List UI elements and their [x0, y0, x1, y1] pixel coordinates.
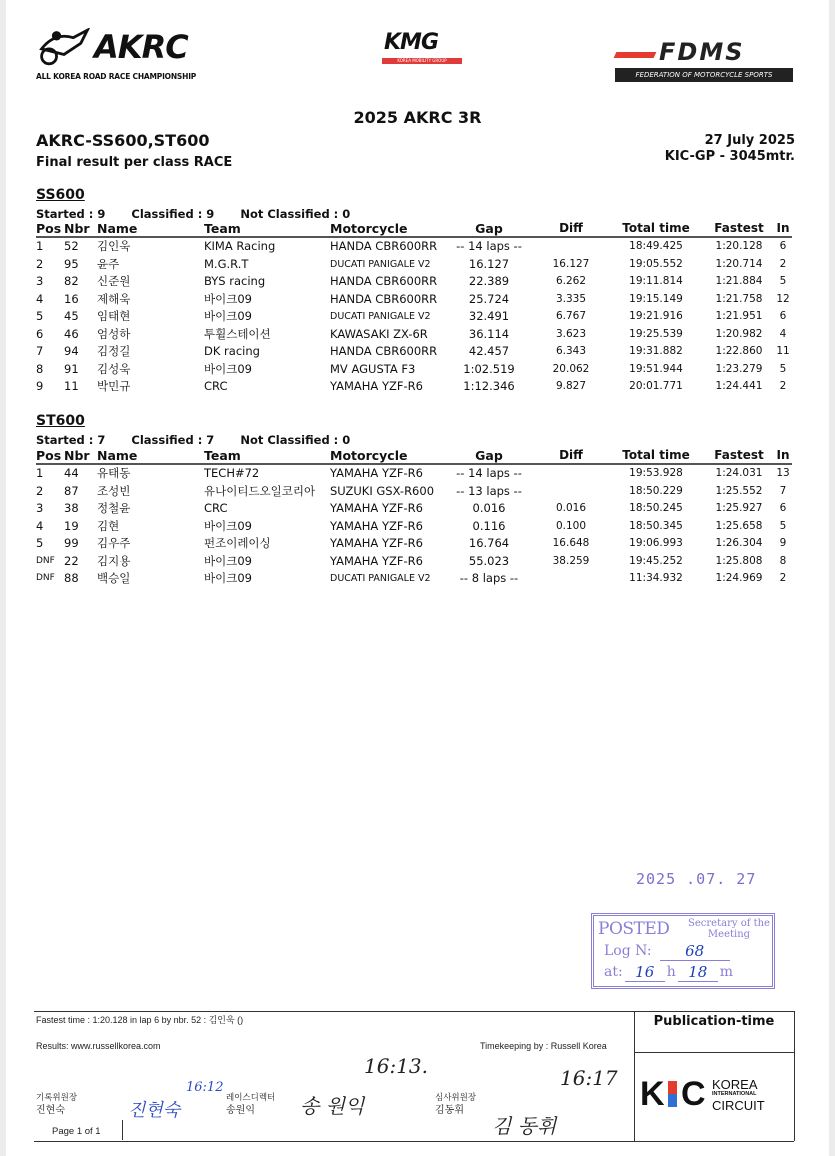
col-fastest: Fastest: [714, 448, 764, 462]
cell-team: CRC: [204, 379, 228, 393]
cell-diff: 3.623: [555, 327, 587, 340]
cell-team: 유나이티드오일코리아: [204, 483, 316, 498]
posted-at-label: at:: [604, 964, 623, 980]
publication-time-label: Publication-time: [653, 1014, 775, 1029]
cell-diff: 3.335: [555, 292, 587, 305]
cell-fastest: 1:20.128: [715, 240, 763, 252]
classified-count: Classified : 7: [131, 433, 215, 447]
col-total-time: Total time: [622, 448, 690, 462]
cell-name: 김현: [97, 518, 120, 533]
cell-gap: -- 13 laps --: [456, 483, 522, 498]
col-pos: Pos: [36, 221, 62, 236]
cell-team: BYS racing: [204, 274, 266, 288]
cell-name: 유태동: [97, 466, 131, 480]
cell-fastest: 1:20.982: [715, 327, 763, 340]
table-row: [36, 378, 792, 396]
cell-name: 정철윤: [97, 501, 131, 515]
posted-log-value: 68: [660, 942, 730, 961]
cell-diff: 0.016: [555, 502, 587, 514]
cell-team: M.G.R.T: [204, 256, 249, 271]
official-role-steward: 심사위원장: [435, 1093, 477, 1103]
section-title-st600: ST600: [36, 413, 85, 429]
kic-logo-c: C: [681, 1075, 706, 1113]
cell-in: 4: [779, 327, 787, 340]
table-row: [36, 308, 792, 326]
cell-name: 김지용: [97, 553, 131, 568]
cell-name: 김인욱: [97, 239, 131, 253]
col-name: Name: [97, 221, 138, 236]
cell-total-time: 19:06.993: [629, 537, 683, 549]
cell-diff: 38.259: [552, 554, 590, 567]
cell-pos: 2: [36, 256, 44, 271]
cell-team: 바이크09: [204, 361, 252, 376]
table-row: [36, 553, 792, 571]
col-nbr: Nbr: [64, 221, 90, 236]
cell-nbr: 88: [64, 571, 79, 585]
cell-nbr: 52: [64, 239, 79, 253]
cell-name: 김정길: [97, 344, 131, 358]
official-role-records: 기록위원장: [36, 1093, 78, 1103]
cell-nbr: 94: [64, 344, 79, 358]
cell-nbr: 91: [64, 361, 79, 376]
cell-name: 김성욱: [97, 361, 131, 376]
col-in: In: [776, 448, 790, 462]
cell-motorcycle: HANDA CBR600RR: [330, 274, 438, 288]
cell-nbr: 45: [64, 309, 79, 323]
cell-name: 신준원: [97, 274, 131, 288]
official-name-steward: 김동휘: [435, 1105, 464, 1116]
table-row: [36, 570, 792, 588]
cell-gap: 42.457: [468, 344, 510, 358]
kic-logo: [640, 1074, 790, 1118]
signature-steward: 김 동휘: [492, 1114, 557, 1138]
cell-name: 윤주: [97, 256, 120, 271]
cell-in: 6: [779, 240, 787, 252]
cell-pos: 5: [36, 536, 44, 550]
posted-secretary: Secretary of the Meeting: [688, 918, 770, 940]
cell-motorcycle: YAMAHA YZF-R6: [330, 553, 423, 568]
col-total-time: Total time: [622, 221, 690, 235]
table-body: [36, 465, 792, 588]
akrc-logo: [36, 28, 221, 84]
cell-gap: 1:12.346: [463, 379, 515, 393]
fastest-time-note: Fastest time : 1:20.128 in lap 6 by nbr. 52 : 김인욱 (): [36, 1015, 244, 1025]
cell-nbr: 38: [64, 501, 79, 515]
fdms-red-stripe: [614, 52, 657, 58]
footer-bottom-rule: [34, 1141, 794, 1142]
section-stats-ss600: [36, 208, 372, 221]
page-edge-left: [0, 0, 6, 1156]
cell-pos: 2: [36, 483, 44, 498]
col-gap: Gap: [475, 448, 503, 463]
kic-circuit: CIRCUIT: [712, 1097, 765, 1113]
cell-gap: 25.724: [468, 291, 510, 306]
cell-fastest: 1:24.031: [715, 467, 763, 479]
not-classified-count: Not Classified : 0: [240, 433, 351, 447]
cell-team: KIMA Racing: [204, 239, 276, 253]
col-motorcycle: Motorcycle: [330, 448, 408, 463]
cell-total-time: 19:15.149: [629, 292, 683, 305]
posted-minute-value: 18: [678, 963, 718, 982]
cell-motorcycle: YAMAHA YZF-R6: [330, 466, 423, 480]
cell-gap: 0.116: [472, 518, 506, 533]
cell-name: 박민규: [97, 379, 131, 393]
cell-name: 백승일: [97, 571, 131, 585]
cell-team: 바이크09: [204, 553, 252, 568]
cell-pos: DNF: [36, 555, 55, 566]
cell-gap: 0.016: [472, 501, 506, 515]
cell-total-time: 19:21.916: [629, 310, 683, 322]
cell-motorcycle: YAMAHA YZF-R6: [330, 379, 423, 393]
cell-diff: 6.767: [555, 310, 587, 322]
cell-nbr: 87: [64, 483, 79, 498]
akrc-logo-word: AKRC: [94, 28, 188, 66]
cell-motorcycle: YAMAHA YZF-R6: [330, 518, 423, 533]
cell-motorcycle: HANDA CBR600RR: [330, 239, 438, 253]
col-team: Team: [204, 221, 241, 236]
cell-pos: 9: [36, 379, 44, 393]
cell-fastest: 1:25.658: [715, 519, 763, 532]
cell-motorcycle: DUCATI PANIGALE V2: [330, 573, 431, 584]
cell-team: 바이크09: [204, 291, 252, 306]
classified-count: Classified : 9: [131, 207, 215, 221]
cell-total-time: 18:49.425: [629, 240, 683, 252]
results-url[interactable]: Results: www.russellkorea.com: [36, 1041, 161, 1051]
timekeeping-note: Timekeeping by : Russell Korea: [480, 1041, 607, 1051]
cell-fastest: 1:21.758: [715, 292, 763, 305]
table-row: [36, 535, 792, 553]
cell-motorcycle: SUZUKI GSX-R600: [330, 483, 435, 498]
cell-fastest: 1:24.441: [715, 380, 763, 392]
cell-gap: 16.764: [468, 536, 510, 550]
cell-total-time: 19:51.944: [629, 362, 683, 375]
cell-gap: 55.023: [468, 553, 510, 568]
cell-motorcycle: MV AGUSTA F3: [330, 361, 416, 376]
cell-gap: -- 8 laps --: [459, 571, 519, 585]
kic-logo-text: [712, 1078, 765, 1112]
cell-total-time: 18:50.245: [629, 502, 683, 514]
table-body: [36, 238, 792, 396]
fdms-logo: [615, 38, 800, 86]
cell-fastest: 1:21.884: [715, 275, 763, 287]
cell-pos: 1: [36, 466, 44, 480]
cell-team: DK racing: [204, 344, 260, 358]
table-row: [36, 291, 792, 309]
cell-total-time: 11:34.932: [629, 572, 683, 584]
cell-team: 바이크09: [204, 518, 252, 533]
cell-motorcycle: HANDA CBR600RR: [330, 291, 438, 306]
signature-time-steward: 16:17: [560, 1066, 618, 1090]
cell-fastest: 1:22.860: [715, 345, 763, 357]
cell-in: 2: [779, 572, 787, 584]
cell-name: 조성빈: [97, 483, 131, 498]
cell-diff: 9.827: [555, 380, 587, 392]
posted-stamp: [591, 913, 775, 989]
cell-in: 5: [779, 275, 787, 287]
akrc-logo-subtitle: ALL KOREA ROAD RACE CHAMPIONSHIP: [36, 72, 197, 81]
cell-total-time: 19:45.252: [629, 554, 683, 567]
cell-in: 5: [779, 519, 787, 532]
cell-fastest: 1:25.552: [715, 484, 763, 497]
cell-fastest: 1:26.304: [715, 537, 763, 549]
cell-nbr: 11: [64, 379, 79, 393]
official-role-director: 레이스디렉터: [226, 1093, 276, 1103]
circuit-info: KIC-GP - 3045mtr.: [664, 149, 795, 164]
cell-team: 바이크09: [204, 571, 252, 585]
posted-word: POSTED: [598, 919, 670, 939]
table-row: [36, 326, 792, 344]
cell-nbr: 22: [64, 553, 79, 568]
cell-gap: 16.127: [468, 256, 510, 271]
signature-director: 송 원익: [300, 1094, 365, 1118]
cell-pos: 1: [36, 239, 44, 253]
posted-minute-label: m: [719, 964, 734, 980]
cell-nbr: 99: [64, 536, 79, 550]
section-title-ss600: SS600: [36, 187, 85, 203]
cell-pos: 6: [36, 326, 44, 341]
posted-log-row: [604, 942, 730, 961]
table-row: [36, 256, 792, 274]
table-row: [36, 361, 792, 379]
col-motorcycle: Motorcycle: [330, 221, 408, 236]
motorcycle-rider-icon: [36, 28, 92, 66]
cell-pos: 3: [36, 501, 44, 515]
cell-in: 6: [779, 502, 787, 514]
cell-in: 2: [779, 380, 787, 392]
col-pos: Pos: [36, 448, 62, 463]
cell-fastest: 1:21.951: [715, 310, 763, 322]
cell-gap: 36.114: [468, 326, 510, 341]
posted-hour-value: 16: [625, 963, 665, 982]
cell-diff: 6.262: [555, 275, 587, 287]
results-table-ss600: [36, 221, 792, 396]
kmg-logo-subtitle: KOREA MOBILITY GROUP: [382, 58, 462, 64]
cell-in: 12: [776, 292, 790, 305]
cell-fastest: 1:20.714: [715, 257, 763, 270]
cell-gap: -- 14 laps --: [456, 239, 522, 253]
signature-time-director: 16:13.: [364, 1054, 428, 1078]
cell-in: 2: [779, 257, 787, 270]
event-title: 2025 AKRC 3R: [353, 108, 482, 127]
result-type: Final result per class RACE: [36, 155, 233, 170]
page-edge-right: [829, 0, 835, 1156]
cell-in: 7: [779, 484, 787, 497]
kic-international: INTERNATIONAL: [712, 1091, 757, 1097]
cell-in: 13: [776, 467, 790, 479]
table-row: [36, 483, 792, 501]
col-diff: Diff: [559, 448, 583, 462]
cell-gap: -- 14 laps --: [456, 466, 522, 480]
posted-at-row: [604, 963, 733, 982]
signature-time-records: 16:12: [186, 1080, 224, 1095]
table-row: [36, 273, 792, 291]
class-title: AKRC-SS600,ST600: [36, 131, 210, 150]
cell-fastest: 1:25.927: [715, 502, 763, 514]
kic-logo-k: K: [640, 1075, 665, 1113]
cell-pos: 4: [36, 518, 44, 533]
cell-pos: 5: [36, 309, 44, 323]
cell-team: TECH#72: [204, 466, 260, 480]
cell-gap: 22.389: [468, 274, 510, 288]
col-nbr: Nbr: [64, 448, 90, 463]
cell-total-time: 20:01.771: [629, 380, 683, 392]
cell-motorcycle: KAWASAKI ZX-6R: [330, 326, 428, 341]
cell-total-time: 18:50.345: [629, 519, 683, 532]
cell-team: 투휠스테이션: [204, 326, 271, 341]
cell-motorcycle: DUCATI PANIGALE V2: [330, 311, 431, 322]
signature-records: 진현숙: [128, 1100, 181, 1121]
cell-team: 펀조이레이싱: [204, 536, 271, 550]
table-row: [36, 500, 792, 518]
cell-diff: 20.062: [552, 362, 590, 375]
race-date: 27 July 2025: [704, 133, 795, 148]
cell-diff: 16.127: [552, 257, 590, 270]
posted-log-label: Log N:: [604, 943, 652, 959]
fdms-logo-subtitle: FEDERATION OF MOTORCYCLE SPORTS: [615, 68, 793, 82]
cell-in: 9: [779, 537, 787, 549]
cell-total-time: 19:05.552: [629, 257, 683, 270]
cell-fastest: 1:25.808: [715, 554, 763, 567]
cell-team: CRC: [204, 501, 228, 515]
cell-total-time: 19:11.814: [629, 275, 683, 287]
cell-nbr: 82: [64, 274, 79, 288]
page-number: Page 1 of 1: [52, 1126, 101, 1137]
cell-gap: 1:02.519: [463, 361, 515, 376]
section-stats-st600: [36, 434, 372, 447]
cell-diff: 16.648: [552, 537, 590, 549]
table-row: [36, 518, 792, 536]
cell-pos: 8: [36, 361, 44, 376]
col-team: Team: [204, 448, 241, 463]
cell-motorcycle: YAMAHA YZF-R6: [330, 536, 423, 550]
cell-total-time: 19:53.928: [629, 467, 683, 479]
cell-gap: 32.491: [468, 309, 510, 323]
started-count: Started : 7: [36, 433, 106, 447]
kic-logo-i-stripe: [668, 1081, 677, 1107]
cell-fastest: 1:24.969: [715, 572, 763, 584]
cell-in: 6: [779, 310, 787, 322]
cell-nbr: 44: [64, 466, 79, 480]
table-row: [36, 238, 792, 256]
cell-nbr: 95: [64, 256, 79, 271]
cell-fastest: 1:23.279: [715, 362, 763, 375]
cell-total-time: 18:50.229: [629, 484, 683, 497]
official-name-records: 진현숙: [36, 1105, 65, 1116]
cell-in: 8: [779, 554, 787, 567]
col-in: In: [776, 221, 790, 235]
official-name-director: 송원익: [226, 1105, 255, 1116]
cell-in: 5: [779, 362, 787, 375]
not-classified-count: Not Classified : 0: [240, 207, 351, 221]
page-separator: [122, 1120, 123, 1140]
cell-team: 바이크09: [204, 309, 252, 323]
col-name: Name: [97, 448, 138, 463]
kic-korea: KOREA: [712, 1077, 758, 1092]
kmg-logo-word: KMG: [384, 30, 438, 55]
cell-motorcycle: HANDA CBR600RR: [330, 344, 438, 358]
publication-separator: [634, 1052, 794, 1053]
date-stamp: 2025 .07. 27: [636, 870, 757, 888]
started-count: Started : 9: [36, 207, 106, 221]
cell-name: 제해욱: [97, 291, 131, 306]
fdms-logo-word: FDMS: [659, 38, 745, 66]
cell-total-time: 19:25.539: [629, 327, 683, 340]
cell-name: 김우주: [97, 536, 131, 550]
cell-nbr: 46: [64, 326, 79, 341]
cell-pos: 3: [36, 274, 44, 288]
cell-diff: 6.343: [555, 345, 587, 357]
cell-pos: 7: [36, 344, 44, 358]
col-gap: Gap: [475, 221, 503, 236]
cell-pos: DNF: [36, 573, 55, 583]
cell-nbr: 16: [64, 291, 79, 306]
cell-pos: 4: [36, 291, 44, 306]
cell-total-time: 19:31.882: [629, 345, 683, 357]
kmg-logo: [380, 30, 470, 68]
cell-name: 엄성하: [97, 326, 131, 341]
cell-motorcycle: DUCATI PANIGALE V2: [330, 258, 431, 270]
table-row: [36, 465, 792, 483]
cell-name: 임태현: [97, 309, 131, 323]
col-fastest: Fastest: [714, 221, 764, 235]
cell-motorcycle: YAMAHA YZF-R6: [330, 501, 423, 515]
results-table-st600: [36, 448, 792, 588]
table-header: [36, 221, 792, 238]
col-diff: Diff: [559, 221, 583, 235]
posted-hour-label: h: [666, 964, 676, 980]
cell-nbr: 19: [64, 518, 79, 533]
cell-in: 11: [776, 345, 790, 357]
table-row: [36, 343, 792, 361]
table-header: [36, 448, 792, 465]
cell-diff: 0.100: [555, 519, 587, 532]
